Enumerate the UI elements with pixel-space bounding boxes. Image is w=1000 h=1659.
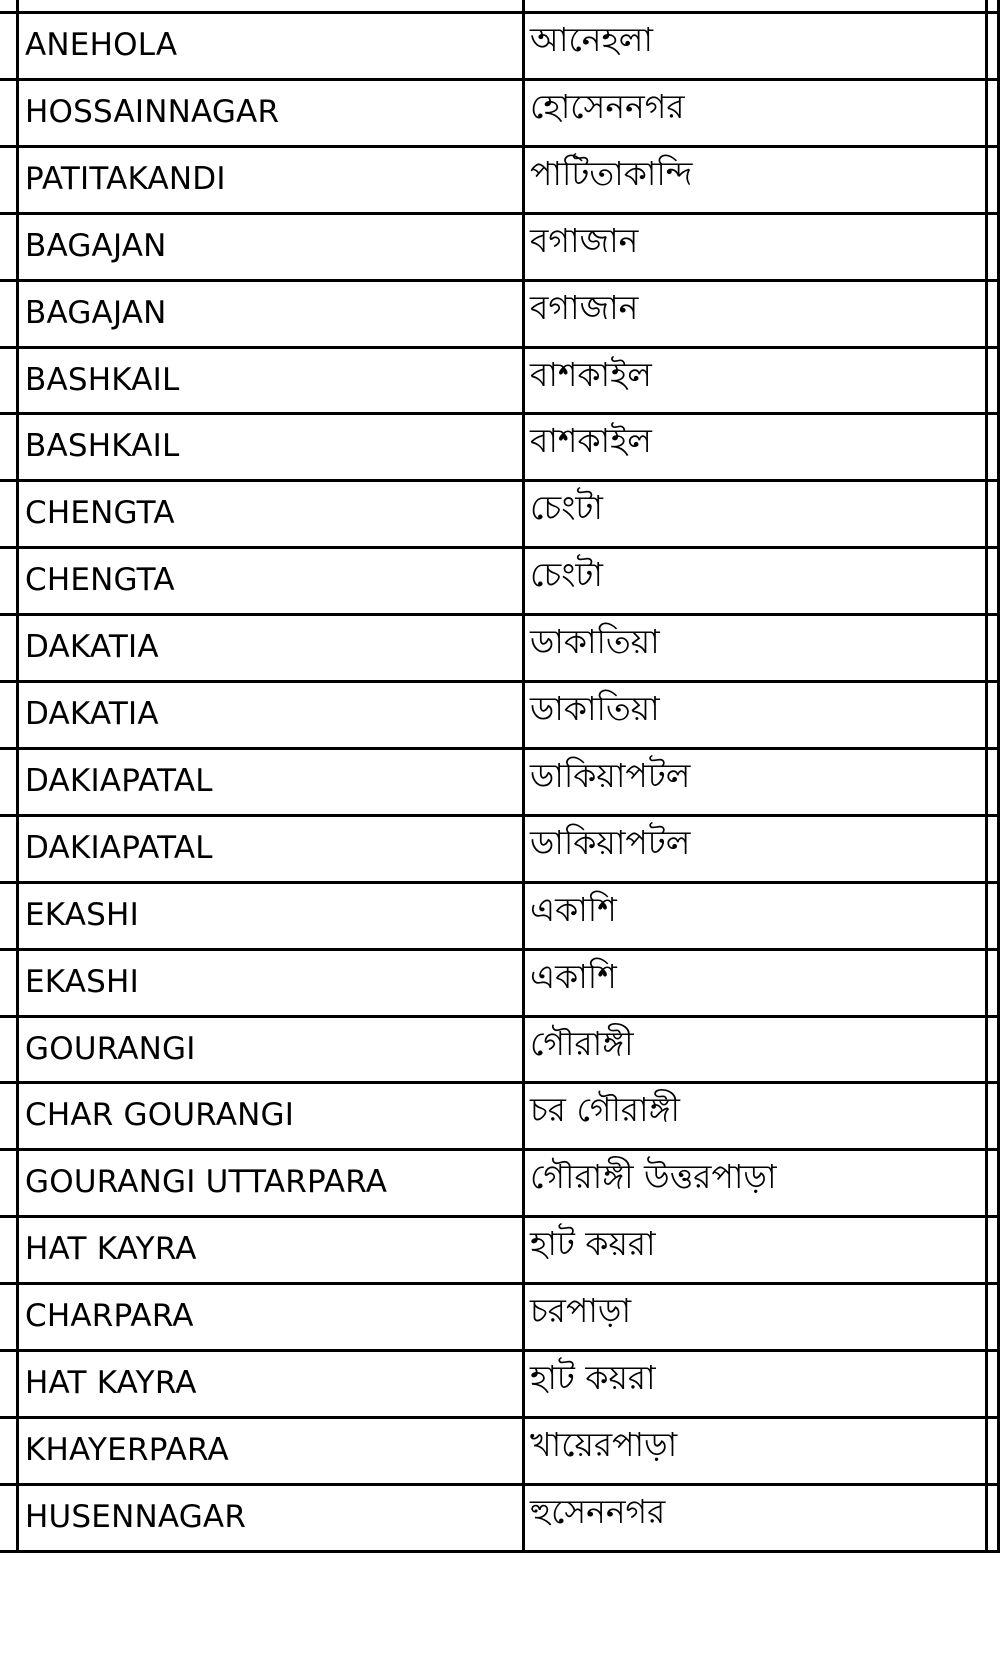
table-rule (0, 78, 1000, 81)
table-rule (0, 1015, 1000, 1018)
bengali-name-cell: পাটিতাকান্দি (530, 153, 693, 193)
bengali-name-cell: একাশি (530, 956, 617, 996)
english-name-cell: PATITAKANDI (25, 160, 226, 197)
english-name-cell: KHAYERPARA (25, 1431, 229, 1468)
table-rule (0, 680, 1000, 683)
english-name-cell: CHENGTA (25, 562, 175, 599)
english-name-cell: BASHKAIL (25, 428, 180, 465)
bengali-name-cell: খায়েরপাড়া (530, 1424, 678, 1464)
table-rule (0, 1282, 1000, 1285)
english-name-cell: CHAR GOURANGI (25, 1097, 295, 1134)
table-rule (0, 212, 1000, 215)
english-name-cell: CHARPARA (25, 1298, 194, 1335)
bengali-name-cell: হোসেননগর (530, 86, 685, 126)
english-name-cell: BAGAJAN (25, 294, 167, 331)
table-rule (0, 11, 1000, 14)
english-name-cell: DAKATIA (25, 629, 159, 666)
english-name-cell: HUSENNAGAR (25, 1498, 247, 1535)
bengali-name-cell: বাশকাইল (530, 354, 652, 394)
english-name-cell: BASHKAIL (25, 361, 180, 398)
english-name-cell: DAKIAPATAL (25, 829, 213, 866)
bengali-name-cell: চরপাড়া (530, 1291, 632, 1331)
english-name-cell: CHENGTA (25, 495, 175, 532)
english-name-cell: HAT KAYRA (25, 1365, 197, 1401)
bengali-name-cell: বাশকাইল (530, 421, 652, 461)
bengali-name-cell: বগাজান (530, 287, 639, 327)
bengali-name-cell: গৌরাঙ্গী উত্তরপাড়া (530, 1157, 777, 1197)
table-rule (0, 747, 1000, 750)
table-rule (0, 948, 1000, 951)
table-rule (0, 1349, 1000, 1352)
bengali-name-cell: ডাকাতিয়া (530, 689, 660, 728)
bengali-name-cell: ডাকিয়াপটল (530, 755, 691, 795)
bengali-name-cell: চেংটা (530, 555, 603, 595)
bengali-name-cell: হাট কয়রা (530, 1224, 656, 1264)
english-name-cell: DAKIAPATAL (25, 762, 213, 799)
english-name-cell: EKASHI (25, 896, 139, 933)
table-rule (0, 1081, 1000, 1084)
table-rule (0, 1550, 1000, 1553)
table-rule (0, 1483, 1000, 1486)
english-name-cell: GOURANGI (25, 1030, 196, 1067)
bengali-name-cell: বগাজান (530, 220, 639, 260)
bengali-name-cell: আনেহলা (530, 20, 653, 59)
table-rule (0, 145, 1000, 148)
bengali-name-cell: চর গৌরাঙ্গী (530, 1090, 680, 1130)
table-rule (0, 1416, 1000, 1419)
english-name-cell: HOSSAINNAGAR (25, 93, 280, 130)
bengali-name-cell: হুসেননগর (530, 1491, 666, 1531)
english-name-cell: GOURANGI UTTARPARA (25, 1164, 388, 1201)
table-rule (0, 479, 1000, 482)
table-rule (0, 1148, 1000, 1151)
bengali-name-cell: ডাকাতিয়া (530, 622, 660, 662)
english-name-cell: HAT KAYRA (25, 1231, 197, 1268)
table-rule (0, 412, 1000, 415)
bengali-name-cell: গৌরাঙ্গী (530, 1023, 634, 1063)
english-name-cell: EKASHI (25, 963, 139, 1000)
column-rule (522, 0, 525, 1553)
table-rule (0, 279, 1000, 282)
table-rule (0, 546, 1000, 549)
column-rule (16, 0, 19, 1553)
bengali-name-cell: একাশি (530, 889, 617, 929)
bengali-name-cell: চেংটা (530, 488, 603, 528)
table-rule (0, 346, 1000, 349)
table-rule (0, 881, 1000, 884)
english-name-cell: DAKATIA (25, 696, 159, 732)
english-name-cell: BAGAJAN (25, 227, 167, 264)
table-rule (0, 613, 1000, 616)
column-rule (985, 0, 988, 1553)
table-rule (0, 814, 1000, 817)
table-rule (0, 1215, 1000, 1218)
bengali-name-cell: ডাকিয়াপটল (530, 822, 691, 862)
english-name-cell: ANEHOLA (25, 27, 178, 63)
bengali-name-cell: হাট কয়রা (530, 1358, 656, 1397)
